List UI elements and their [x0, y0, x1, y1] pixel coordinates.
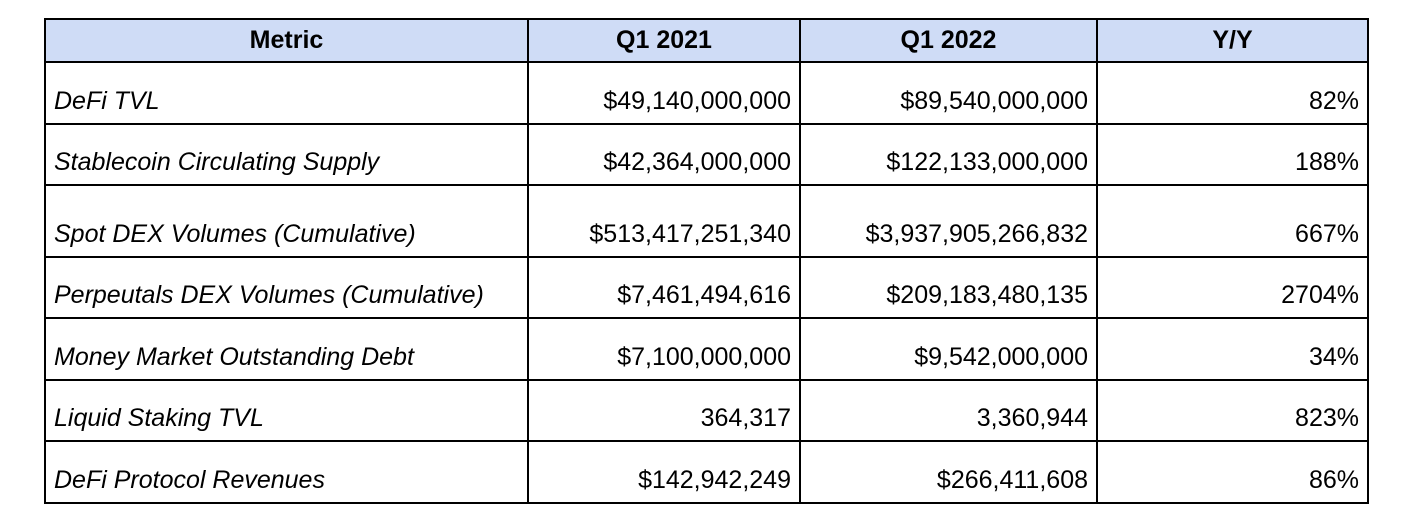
metric-cell: DeFi TVL: [45, 62, 528, 124]
q1-2021-cell: $142,942,249: [528, 441, 800, 503]
header-row: [45, 19, 1368, 62]
yy-cell: 86%: [1097, 441, 1368, 503]
q1-2021-cell: $7,100,000,000: [528, 318, 800, 380]
header-yy: Y/Y: [1097, 19, 1368, 62]
metrics-table-container: [44, 18, 1367, 504]
q1-2021-cell: 364,317: [528, 380, 800, 441]
q1-2021-cell: $49,140,000,000: [528, 62, 800, 124]
metric-cell: Spot DEX Volumes (Cumulative): [45, 185, 528, 257]
table-row: [45, 318, 1368, 380]
metric-cell: Money Market Outstanding Debt: [45, 318, 528, 380]
table-row: [45, 124, 1368, 185]
q1-2022-cell: $9,542,000,000: [800, 318, 1097, 380]
table-row: [45, 257, 1368, 318]
table-row: [45, 380, 1368, 441]
metrics-table: [44, 18, 1369, 504]
yy-cell: 188%: [1097, 124, 1368, 185]
q1-2021-cell: $513,417,251,340: [528, 185, 800, 257]
q1-2022-cell: $89,540,000,000: [800, 62, 1097, 124]
table-row: [45, 62, 1368, 124]
metric-cell: Liquid Staking TVL: [45, 380, 528, 441]
table-row: [45, 441, 1368, 503]
yy-cell: 667%: [1097, 185, 1368, 257]
q1-2021-cell: $42,364,000,000: [528, 124, 800, 185]
header-metric: Metric: [45, 19, 528, 62]
header-q1-2021: Q1 2021: [528, 19, 800, 62]
q1-2022-cell: $266,411,608: [800, 441, 1097, 503]
q1-2021-cell: $7,461,494,616: [528, 257, 800, 318]
yy-cell: 82%: [1097, 62, 1368, 124]
table-header: [45, 19, 1368, 62]
yy-cell: 2704%: [1097, 257, 1368, 318]
table-body: [45, 62, 1368, 503]
metric-cell: Stablecoin Circulating Supply: [45, 124, 528, 185]
header-q1-2022: Q1 2022: [800, 19, 1097, 62]
metric-cell: DeFi Protocol Revenues: [45, 441, 528, 503]
yy-cell: 34%: [1097, 318, 1368, 380]
yy-cell: 823%: [1097, 380, 1368, 441]
q1-2022-cell: $3,937,905,266,832: [800, 185, 1097, 257]
q1-2022-cell: $122,133,000,000: [800, 124, 1097, 185]
q1-2022-cell: 3,360,944: [800, 380, 1097, 441]
q1-2022-cell: $209,183,480,135: [800, 257, 1097, 318]
metric-cell: Perpeutals DEX Volumes (Cumulative): [45, 257, 528, 318]
table-row: [45, 185, 1368, 257]
